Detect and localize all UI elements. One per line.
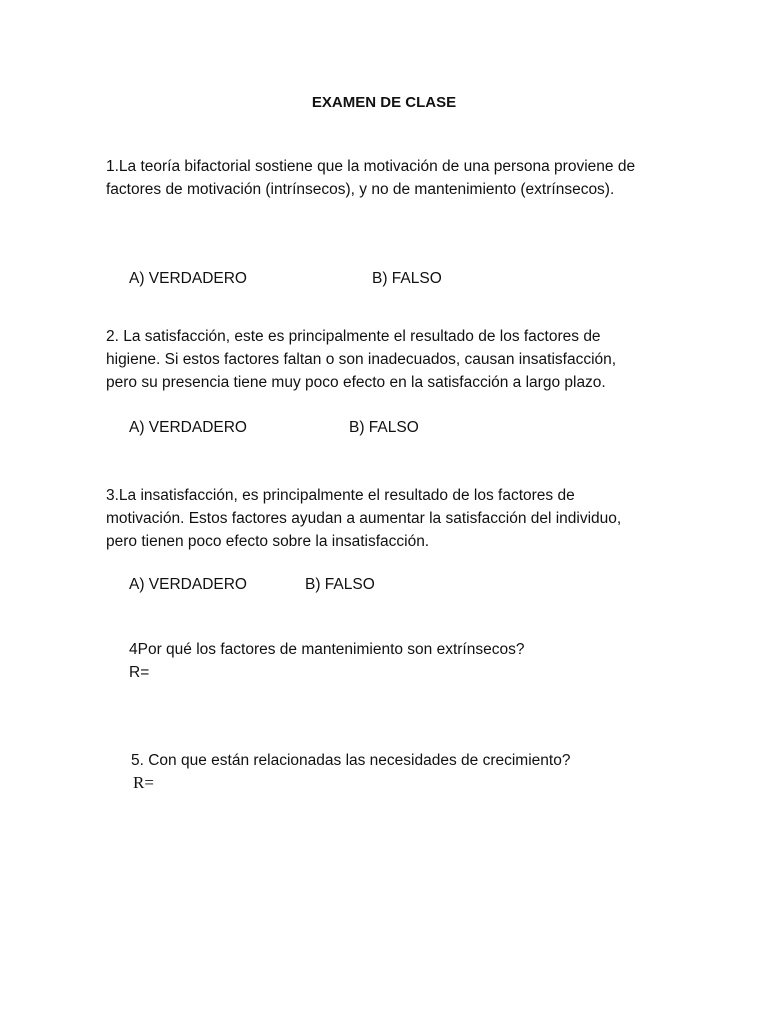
question-2-option-a: A) VERDADERO	[129, 419, 247, 436]
question-4-answer-label: R=	[129, 664, 150, 681]
question-1-line-2: factores de motivación (intrínsecos), y no de mantenimiento (extrínsecos).	[106, 181, 615, 198]
question-3-option-a: A) VERDADERO	[129, 576, 247, 593]
question-5-answer-label: R=	[133, 773, 154, 792]
question-4-text: 4Por qué los factores de mantenimiento son extrínsecos?	[129, 641, 525, 658]
question-1-option-b: B) FALSO	[372, 270, 442, 287]
page-title: EXAMEN DE CLASE	[311, 94, 457, 111]
question-3-line-3: pero tienen poco efecto sobre la insatisfacción.	[106, 533, 430, 550]
question-3-option-b: B) FALSO	[305, 576, 375, 593]
question-2-line-3: pero su presencia tiene muy poco efecto en la satisfacción a largo plazo.	[106, 374, 606, 391]
question-2-option-b: B) FALSO	[349, 419, 419, 436]
question-3-line-1: 3.La insatisfacción, es principalmente el resultado de los factores de	[106, 487, 575, 504]
question-3-line-2: motivación. Estos factores ayudan a aumentar la satisfacción del individuo,	[106, 510, 622, 527]
question-5-text: 5. Con que están relacionadas las necesidades de crecimiento?	[131, 752, 571, 769]
question-1-option-a: A) VERDADERO	[129, 270, 247, 287]
question-2-line-2: higiene. Si estos factores faltan o son inadecuados, causan insatisfacción,	[106, 351, 617, 368]
question-1-line-1: 1.La teoría bifactorial sostiene que la motivación de una persona proviene de	[106, 158, 636, 175]
question-2-line-1: 2. La satisfacción, este es principalmente el resultado de los factores de	[106, 328, 601, 345]
